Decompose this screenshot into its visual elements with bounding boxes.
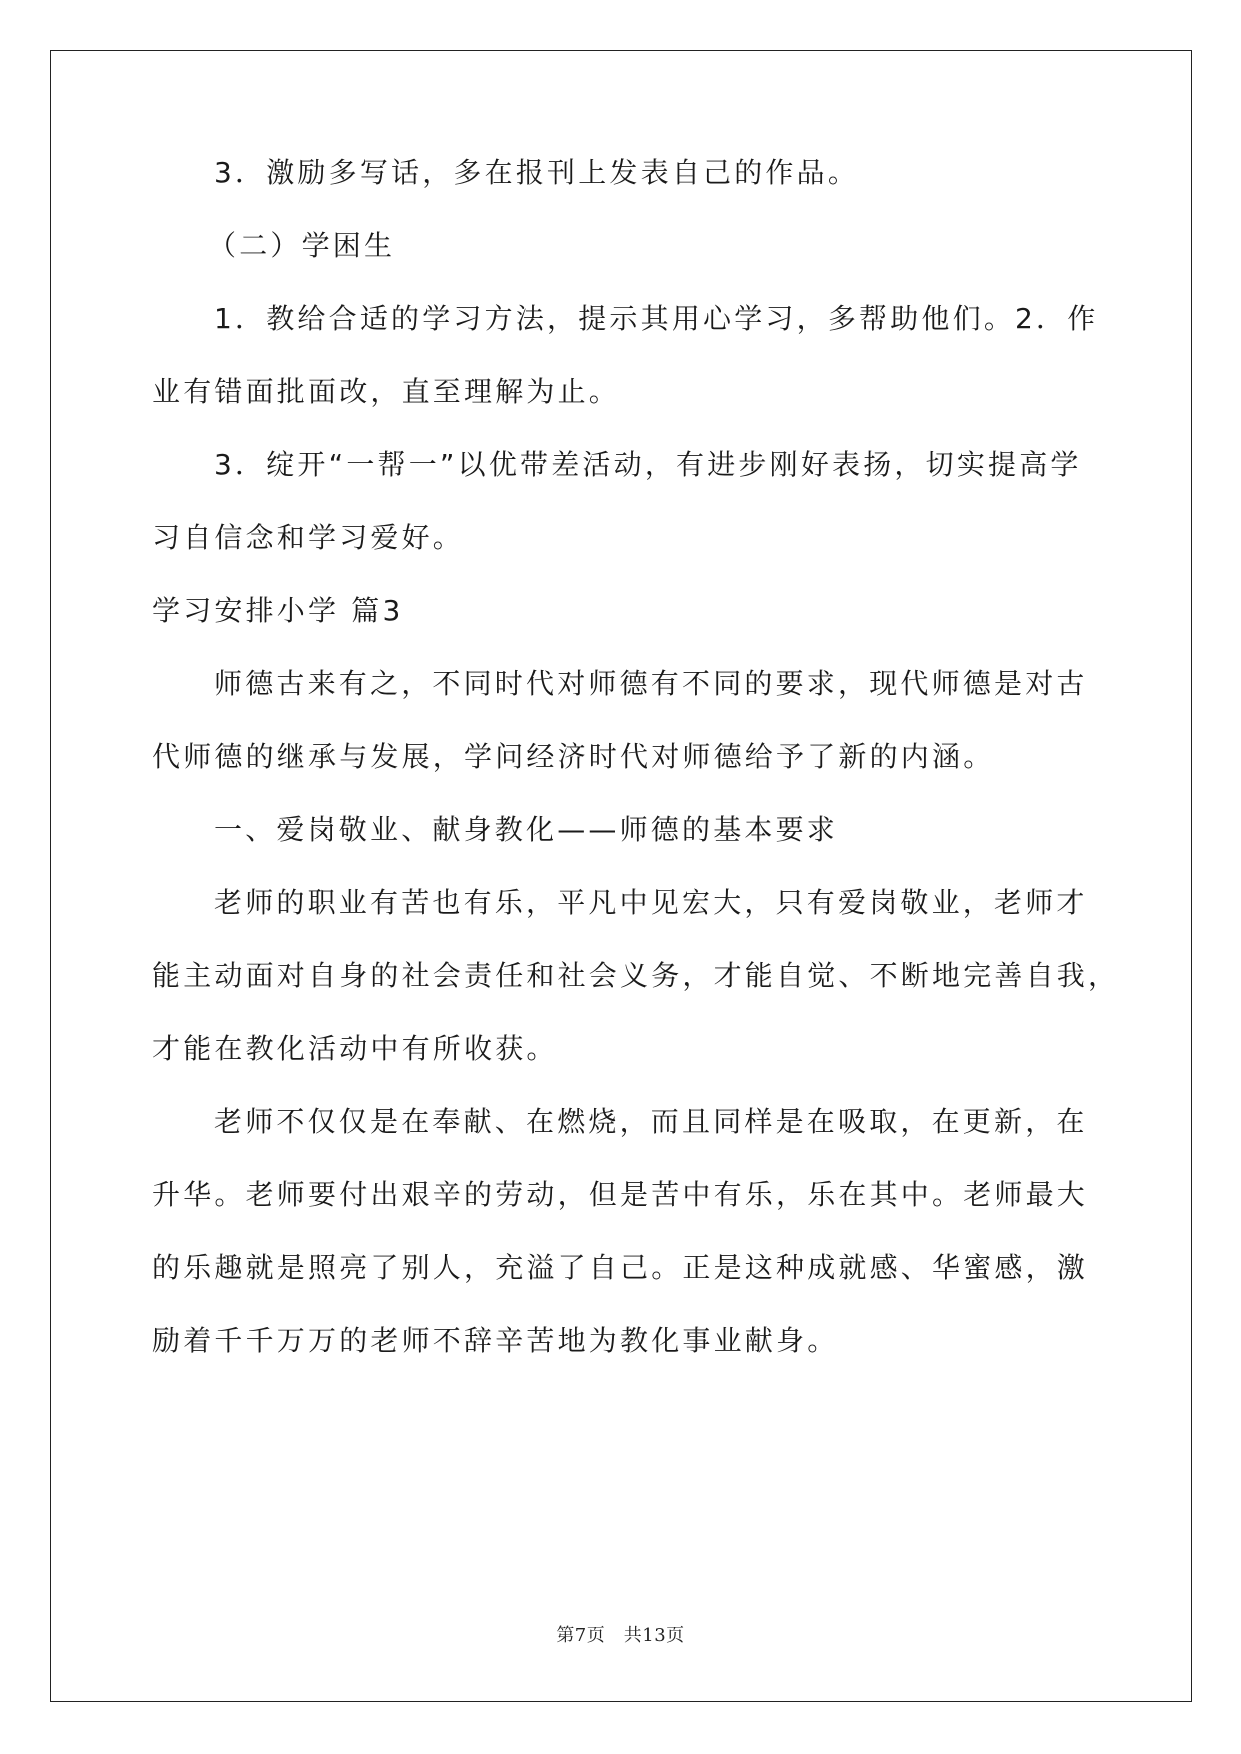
paragraph-line: 升华。老师要付出艰辛的劳动，但是苦中有乐，乐在其中。老师最大 [152, 1178, 1089, 1211]
paragraph-line: 1．教给合适的学习方法，提示其用心学习，多帮助他们。2．作 [214, 302, 1099, 335]
paragraph-line: 才能在教化活动中有所收获。 [152, 1032, 558, 1065]
paragraph-line: 代师德的继承与发展，学问经济时代对师德给予了新的内涵。 [152, 740, 995, 773]
paragraph-line: 3．激励多写话，多在报刊上发表自己的作品。 [214, 156, 860, 189]
page-number-footer: 第7页 共13页 [556, 1625, 685, 1646]
article-heading: 学习安排小学 篇3 [152, 594, 404, 627]
section-heading: 一、爱岗敬业、献身教化——师德的基本要求 [214, 813, 839, 846]
paragraph-line: 老师不仅仅是在奉献、在燃烧，而且同样是在吸取，在更新，在 [214, 1105, 1088, 1138]
page-border [50, 50, 1192, 1702]
paragraph-line: 师德古来有之，不同时代对师德有不同的要求，现代师德是对古 [214, 667, 1088, 700]
section-heading: （二）学困生 [208, 229, 396, 262]
paragraph-line: 业有错面批面改，直至理解为止。 [152, 375, 621, 408]
paragraph-line: 的乐趣就是照亮了别人，充溢了自己。正是这种成就感、华蜜感，激 [152, 1251, 1089, 1284]
paragraph-line: 老师的职业有苦也有乐，平凡中见宏大，只有爱岗敬业，老师才 [214, 886, 1088, 919]
paragraph-line: 能主动面对自身的社会责任和社会义务，才能自觉、不断地完善自我， [152, 959, 1120, 992]
paragraph-line: 习自信念和学习爱好。 [152, 521, 465, 554]
paragraph-line: 3．绽开“一帮一”以优带差活动，有进步刚好表扬，切实提高学 [214, 448, 1082, 481]
paragraph-line: 励着千千万万的老师不辞辛苦地为教化事业献身。 [152, 1324, 839, 1357]
